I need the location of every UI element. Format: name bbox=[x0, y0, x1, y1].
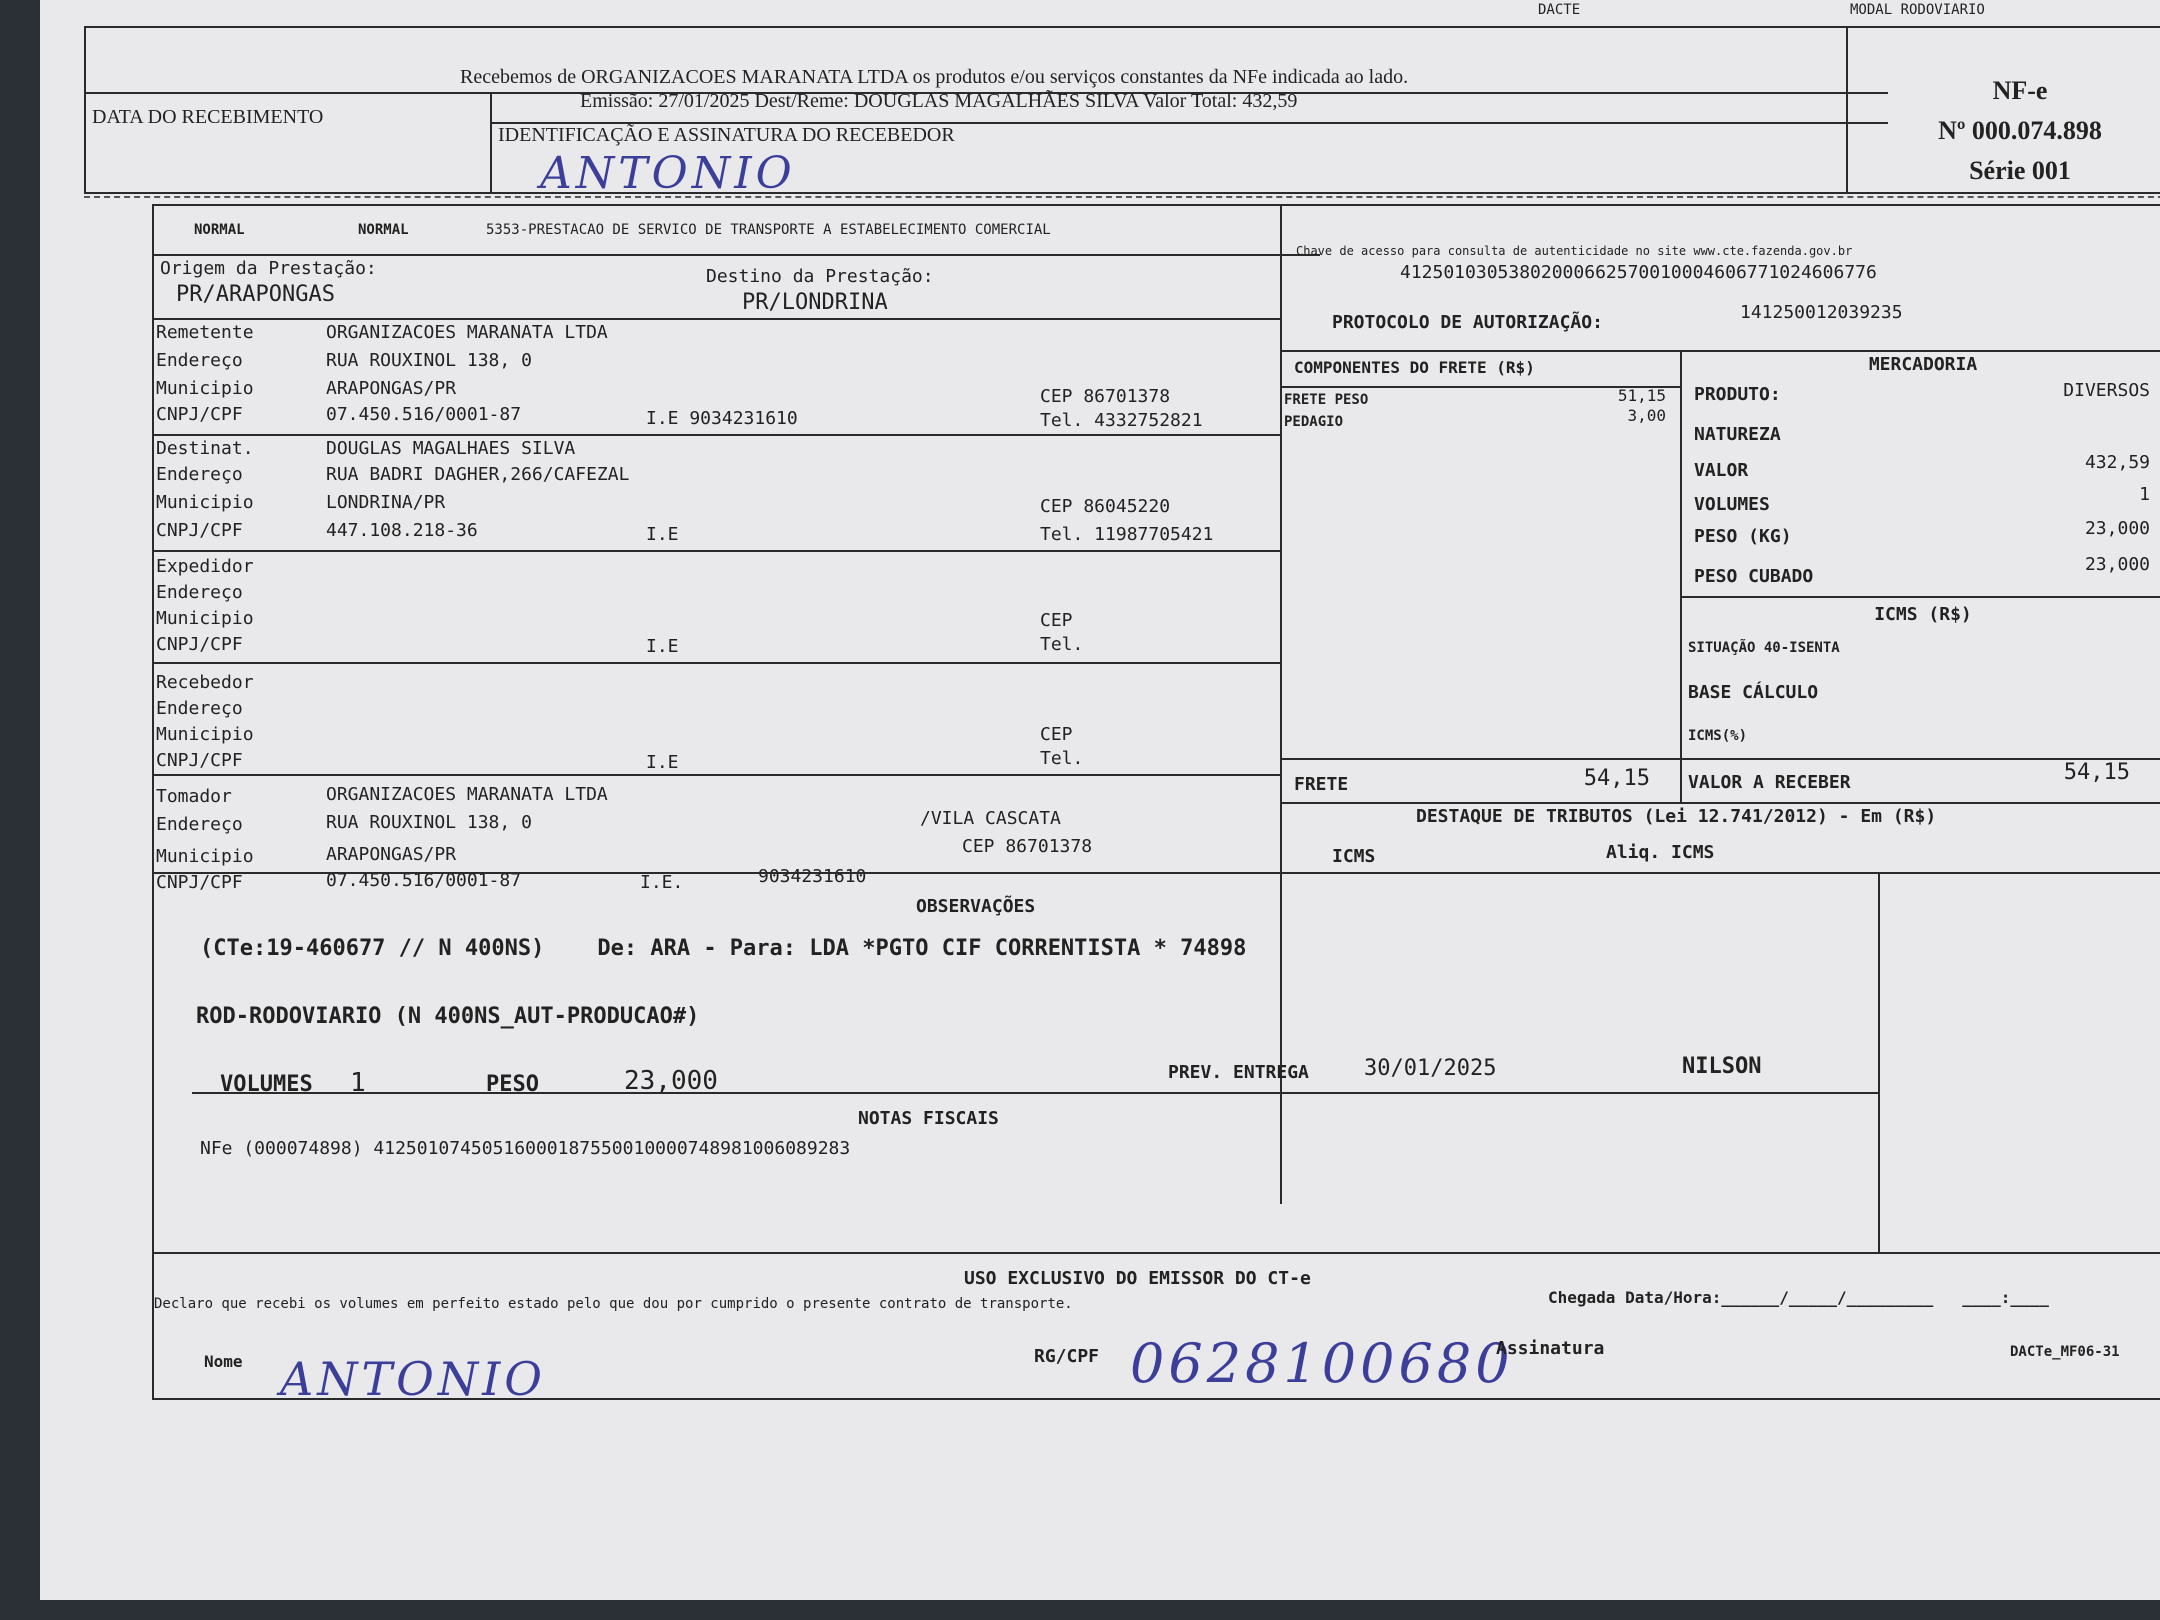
obs-volumes-label: VOLUMES bbox=[220, 1072, 313, 1097]
remetente-name: ORGANIZACOES MARANATA LTDA bbox=[326, 322, 608, 343]
nfe-series: Série 001 bbox=[1969, 156, 2071, 185]
obs-volumes-value: 1 bbox=[350, 1068, 366, 1098]
modal-top-label: MODAL RODOVIARIO bbox=[1850, 2, 1985, 18]
destino-value: PR/LONDRINA bbox=[742, 290, 888, 315]
rg-cpf-handwritten: 0628100680 bbox=[1130, 1332, 1514, 1395]
document-page bbox=[40, 0, 2160, 1600]
tomador-mun-label: Municipio bbox=[156, 846, 254, 867]
nfe-title: NF-e bbox=[1992, 76, 2048, 105]
expedidor-cep: CEP bbox=[1040, 610, 1073, 631]
observacoes-line-1: (CTe:19-460677 // N 400NS) De: ARA - Para: LDA *PGTO CIF CORRENTISTA * 74898 bbox=[200, 936, 1247, 961]
expedidor-tel: Tel. bbox=[1040, 634, 1084, 655]
valor-receber-value: 54,15 bbox=[2063, 760, 2130, 785]
tomador-name: ORGANIZACOES MARANATA LTDA bbox=[326, 784, 608, 805]
icms-situacao: SITUAÇÃO 40-ISENTA bbox=[1688, 640, 1840, 656]
peso-label: PESO (KG) bbox=[1694, 526, 1792, 547]
notas-title: NOTAS FISCAIS bbox=[858, 1108, 999, 1129]
origem-value: PR/ARAPONGAS bbox=[176, 282, 335, 307]
date-received-label: DATA DO RECEBIMENTO bbox=[92, 106, 324, 128]
recebedor-mun-label: Municipio bbox=[156, 724, 254, 745]
receipt-line-1: Recebemos de ORGANIZACOES MARANATA LTDA os produtos e/ou serviços constantes da NFe indicada ao lado. bbox=[460, 66, 1409, 88]
tomador-cnpj: 07.450.516/0001-87 bbox=[326, 870, 522, 891]
expedidor-addr-label: Endereço bbox=[156, 582, 243, 603]
recebedor-label: Recebedor bbox=[156, 672, 254, 693]
remetente-mun: ARAPONGAS/PR bbox=[326, 378, 457, 399]
rg-cpf-label: RG/CPF bbox=[1034, 1346, 1100, 1367]
destinatario-addr-label: Endereço bbox=[156, 464, 243, 485]
produto-value: DIVERSOS bbox=[2063, 380, 2150, 401]
volumes-label: VOLUMES bbox=[1694, 494, 1770, 515]
tomador-addr-label: Endereço bbox=[156, 814, 243, 835]
declaracao: Declaro que recebi os volumes em perfeito estado pelo que dou por cumprido o presente contrato de transporte. bbox=[154, 1296, 1073, 1312]
expedidor-label: Expedidor bbox=[156, 556, 254, 577]
componente-frete-peso-value: 51,15 bbox=[1617, 386, 1666, 405]
uso-title: USO EXCLUSIVO DO EMISSOR DO CT-e bbox=[964, 1268, 1311, 1289]
obs-peso-value: 23,000 bbox=[624, 1066, 718, 1096]
recebedor-addr-label: Endereço bbox=[156, 698, 243, 719]
prev-entrega-value: 30/01/2025 bbox=[1364, 1056, 1497, 1081]
destinatario-mun: LONDRINA/PR bbox=[326, 492, 446, 513]
receipt-line-2: Emissão: 27/01/2025 Dest/Reme: DOUGLAS MAGALHÃES SILVA Valor Total: 432,59 bbox=[580, 90, 1298, 112]
destinatario-addr: RUA BADRI DAGHER,266/CAFEZAL bbox=[326, 464, 630, 485]
chave-label: Chave de acesso para consulta de autenticidade no site www.cte.fazenda.gov.br bbox=[1296, 244, 1853, 258]
componentes-title: COMPONENTES DO FRETE (R$) bbox=[1294, 358, 1535, 377]
tomador-addr: RUA ROUXINOL 138, 0 bbox=[326, 812, 532, 833]
nome-signature: ANTONIO bbox=[280, 1352, 546, 1406]
protocolo-label: PROTOCOLO DE AUTORIZAÇÃO: bbox=[1332, 312, 1603, 333]
icms-pct-label: ICMS(%) bbox=[1688, 728, 1748, 744]
recebedor-ie: I.E bbox=[646, 752, 679, 773]
tomador-label: Tomador bbox=[156, 786, 232, 807]
protocolo-value: 141250012039235 bbox=[1740, 302, 1903, 323]
icms-base-label: BASE CÁLCULO bbox=[1688, 682, 1819, 703]
icms-title: ICMS (R$) bbox=[1874, 604, 1972, 625]
receiver-ident-label: IDENTIFICAÇÃO E ASSINATURA DO RECEBEDOR bbox=[498, 124, 955, 146]
destinatario-cep: CEP 86045220 bbox=[1040, 496, 1171, 517]
peso-value: 23,000 bbox=[2084, 518, 2150, 539]
destinatario-name: DOUGLAS MAGALHAES SILVA bbox=[326, 438, 576, 459]
mercadoria-title: MERCADORIA bbox=[1868, 354, 1978, 375]
peso-cubado-value: 23,000 bbox=[2084, 554, 2150, 575]
obs-peso-label: PESO bbox=[486, 1072, 539, 1097]
chave-acesso: 41250103053802000662570010004606771024606776 bbox=[1400, 262, 1877, 283]
tributos-title: DESTAQUE DE TRIBUTOS (Lei 12.741/2012) - Em (R$) bbox=[1416, 806, 1937, 827]
remetente-cnpj: 07.450.516/0001-87 bbox=[326, 404, 522, 425]
observacoes-line-2: ROD-RODOVIARIO (N 400NS_AUT-PRODUCAO#) bbox=[196, 1004, 700, 1029]
receiver-signature: ANTONIO bbox=[540, 148, 796, 199]
componente-pedagio-label: PEDAGIO bbox=[1284, 414, 1344, 430]
recebedor-cep: CEP bbox=[1040, 724, 1073, 745]
tomador-ie: 9034231610 bbox=[758, 866, 867, 887]
valor-receber-label: VALOR A RECEBER bbox=[1688, 772, 1851, 793]
expedidor-cnpj-label: CNPJ/CPF bbox=[156, 634, 243, 655]
destinatario-ie: I.E bbox=[646, 524, 679, 545]
chegada-data-hora: Chegada Data/Hora:______/_____/_________ ____:____ bbox=[1548, 1288, 2049, 1307]
produto-label: PRODUTO: bbox=[1694, 384, 1781, 405]
recebedor-cnpj-label: CNPJ/CPF bbox=[156, 750, 243, 771]
assinatura-label: Assinatura bbox=[1496, 1338, 1605, 1359]
frete-label: FRETE bbox=[1294, 774, 1349, 795]
destinatario-mun-label: Municipio bbox=[156, 492, 254, 513]
notas-line: NFe (000074898) 41250107450516000187550010000748981006089283 bbox=[200, 1138, 851, 1159]
nfe-number: Nº 000.074.898 bbox=[1938, 116, 2102, 145]
tomador-ie-label: I.E. bbox=[640, 872, 684, 893]
recebedor-tel: Tel. bbox=[1040, 748, 1084, 769]
cfop: 5353-PRESTACAO DE SERVICO DE TRANSPORTE A ESTABELECIMENTO COMERCIAL bbox=[486, 222, 1051, 238]
destinatario-cnpj: 447.108.218-36 bbox=[326, 520, 478, 541]
remetente-ie: I.E 9034231610 bbox=[646, 408, 798, 429]
tributos-icms: ICMS bbox=[1332, 846, 1376, 867]
valor-value: 432,59 bbox=[2084, 452, 2150, 473]
motorista-name: NILSON bbox=[1682, 1054, 1762, 1079]
remetente-mun-label: Municipio bbox=[156, 378, 254, 399]
remetente-cep: CEP 86701378 bbox=[1040, 386, 1171, 407]
valor-label: VALOR bbox=[1694, 460, 1749, 481]
destino-label: Destino da Prestação: bbox=[706, 266, 934, 287]
tributos-aliq: Aliq. ICMS bbox=[1606, 842, 1715, 863]
remetente-addr: RUA ROUXINOL 138, 0 bbox=[326, 350, 532, 371]
tomador-mun: ARAPONGAS/PR bbox=[326, 844, 457, 865]
remetente-addr-label: Endereço bbox=[156, 350, 243, 371]
tp-servico: NORMAL bbox=[358, 222, 409, 238]
componente-pedagio-value: 3,00 bbox=[1627, 406, 1666, 425]
natureza-label: NATUREZA bbox=[1694, 424, 1781, 445]
destinatario-cnpj-label: CNPJ/CPF bbox=[156, 520, 243, 541]
form-code: DACTe_MF06-31 bbox=[2010, 1344, 2120, 1360]
peso-cubado-label: PESO CUBADO bbox=[1694, 566, 1814, 587]
destinatario-label: Destinat. bbox=[156, 438, 254, 459]
origem-label: Origem da Prestação: bbox=[160, 258, 377, 279]
tomador-cep: CEP 86701378 bbox=[962, 836, 1093, 857]
componente-frete-peso-label: FRETE PESO bbox=[1284, 392, 1369, 408]
nome-label: Nome bbox=[204, 1352, 243, 1371]
tp-cte: NORMAL bbox=[194, 222, 245, 238]
volumes-value: 1 bbox=[2139, 484, 2150, 505]
expedidor-ie: I.E bbox=[646, 636, 679, 657]
tomador-bairro: /VILA CASCATA bbox=[920, 808, 1061, 829]
frete-value: 54,15 bbox=[1583, 766, 1650, 791]
destinatario-tel: Tel. 11987705421 bbox=[1040, 524, 1214, 545]
remetente-cnpj-label: CNPJ/CPF bbox=[156, 404, 243, 425]
tomador-cnpj-label: CNPJ/CPF bbox=[156, 872, 243, 893]
remetente-label: Remetente bbox=[156, 322, 254, 343]
observacoes-title: OBSERVAÇÕES bbox=[916, 896, 1036, 917]
dacte-top-label: DACTE bbox=[1538, 2, 1581, 18]
prev-entrega-label: PREV. ENTREGA bbox=[1168, 1062, 1309, 1083]
remetente-tel: Tel. 4332752821 bbox=[1040, 410, 1203, 431]
expedidor-mun-label: Municipio bbox=[156, 608, 254, 629]
